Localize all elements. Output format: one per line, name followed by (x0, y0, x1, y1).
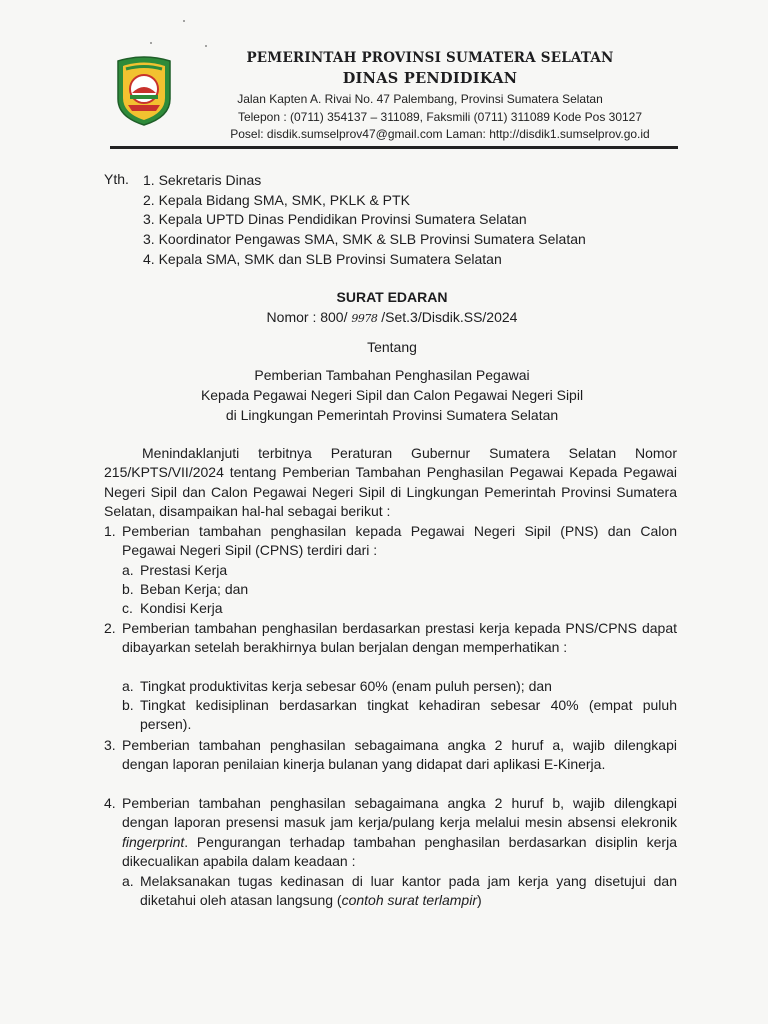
item-number: 2. (104, 620, 116, 636)
list-item-4 (104, 794, 677, 872)
addressee-item: 2. Kepala Bidang SMA, SMK, PKLK & PTK (143, 191, 410, 208)
scan-speck (205, 45, 207, 47)
document-title: SURAT EDARAN (336, 289, 448, 305)
item-number: 1. (104, 523, 116, 539)
subject-block (104, 366, 680, 425)
number-suffix: /Set.3/Disdik.SS/2024 (381, 309, 518, 325)
sub-item-letter: a. (122, 873, 134, 889)
letterhead-phone: Telepon : (0711) 354137 – 311089, Faksmili (0711) 311089 Kode Pos 30127 (237, 110, 643, 124)
sub-item-text: Kondisi Kerja (140, 600, 223, 616)
government-name: PEMERINTAH PROVINSI SUMATERA SELATAN (246, 50, 614, 66)
sub-item-text: Tingkat kedisiplinan berdasarkan tingkat kehadiran sebesar 40% (empat puluh persen). (140, 697, 677, 733)
sub-item (122, 580, 677, 599)
number-prefix: Nomor : 800/ (266, 309, 348, 325)
sub-item-letter: c. (122, 600, 133, 616)
sub-item-text: Beban Kerja; dan (140, 581, 249, 597)
sub-item-text (140, 872, 677, 911)
intro-paragraph (104, 444, 677, 522)
sub-item (122, 561, 677, 580)
sub-item-text-part: ) (477, 892, 482, 909)
item-text: Pemberian tambahan penghasilan sebagaimana angka 2 huruf a, wajib dilengkapi dengan laporan penilaian kinerja bulanan yang didapat dari aplikasi E-Kinerja. (122, 737, 677, 773)
provincial-emblem-icon (112, 55, 176, 127)
letterhead (110, 50, 680, 150)
item-text-part: Pemberian tambahan penghasilan sebagaimana angka 2 huruf b, wajib dilengkapi dengan laporan presensi masuk jam kerja/pulang kerja melalui mesin absensi elekronik (122, 795, 677, 831)
subject-line: di Lingkungan Pemerintah Provinsi Sumatera Selatan (225, 406, 559, 423)
item-text-italic: fingerprint (122, 833, 185, 850)
sub-item (122, 696, 677, 735)
letterhead-address: Jalan Kapten A. Rivai No. 47 Palembang, Provinsi Sumatera Selatan (237, 92, 603, 106)
letterhead-divider (110, 146, 678, 149)
sub-item-text-part: Melaksanakan tugas kedinasan di luar kantor pada jam kerja yang disetujui dan diketahui oleh atasan langsung ( (140, 873, 677, 909)
sub-item (122, 872, 677, 911)
sub-item-text: Tingkat produktivitas kerja sebesar 60% (enam puluh persen); dan (140, 678, 552, 694)
list-item-2 (104, 619, 677, 658)
tentang-label: Tentang (367, 339, 417, 355)
addressee-label: Yth. (104, 171, 129, 187)
addressee-item: 4. Kepala SMA, SMK dan SLB Provinsi Sumatera Selatan (143, 250, 502, 267)
item-text: Pemberian tambahan penghasilan kepada Pegawai Negeri Sipil (PNS) dan Calon Pegawai Negeri Sipil (CPNS) terdiri dari : (122, 523, 677, 559)
intro-text: Menindaklanjuti terbitnya Peraturan Gubernur Sumatera Selatan Nomor 215/KPTS/VII/2024 tentang Pemberian Tambahan Penghasilan Pegawai Kepada Pegawai Negeri Sipil dan Calon Pegawai Negeri Sipil di Lingkungan Pemerintah Provinsi Sumatera Selatan, disampaikan hal-hal sebagai berikut : (104, 445, 677, 520)
sub-item-letter: b. (122, 697, 134, 713)
subject-line: Pemberian Tambahan Penghasilan Pegawai (254, 367, 530, 383)
item-text (122, 794, 677, 872)
department-name: DINAS PENDIDIKAN (342, 70, 518, 87)
scan-speck (150, 42, 152, 44)
item-number: 4. (104, 795, 116, 811)
sub-item (122, 677, 677, 696)
number-handwritten: 9978 (351, 312, 378, 325)
item-text: Pemberian tambahan penghasilan berdasarkan prestasi kerja kepada PNS/CPNS dapat dibayarkan setelah berakhirnya bulan berjalan dengan memperhatikan : (122, 620, 677, 656)
sub-item-letter: b. (122, 581, 134, 597)
addressee-item: 1. Sekretaris Dinas (143, 172, 262, 188)
list-item-3 (104, 736, 677, 775)
subject-line: Kepada Pegawai Negeri Sipil dan Calon Pegawai Negeri Sipil (200, 386, 584, 403)
sub-item-letter: a. (122, 678, 134, 694)
sub-item-letter: a. (122, 562, 134, 578)
list-item-1 (104, 522, 677, 561)
item-number: 3. (104, 737, 116, 753)
sub-item-text-italic: contoh surat terlampir (341, 892, 477, 909)
scan-speck (183, 20, 185, 22)
addressee-list (143, 171, 586, 270)
item-text-part: . Pengurangan terhadap tambahan penghasilan berdasarkan disiplin kerja dikecualikan apabila dalam keadaan : (122, 833, 677, 870)
letterhead-contact: Posel: disdik.sumselprov47@gmail.com Laman: http://disdik1.sumselprov.go.id (230, 127, 650, 141)
sub-item-text: Prestasi Kerja (140, 562, 228, 578)
addressee-item: 3. Koordinator Pengawas SMA, SMK & SLB Provinsi Sumatera Selatan (143, 231, 586, 248)
sub-item (122, 599, 677, 618)
document-number (104, 309, 680, 325)
addressee-item: 3. Kepala UPTD Dinas Pendidikan Provinsi Sumatera Selatan (143, 211, 527, 228)
